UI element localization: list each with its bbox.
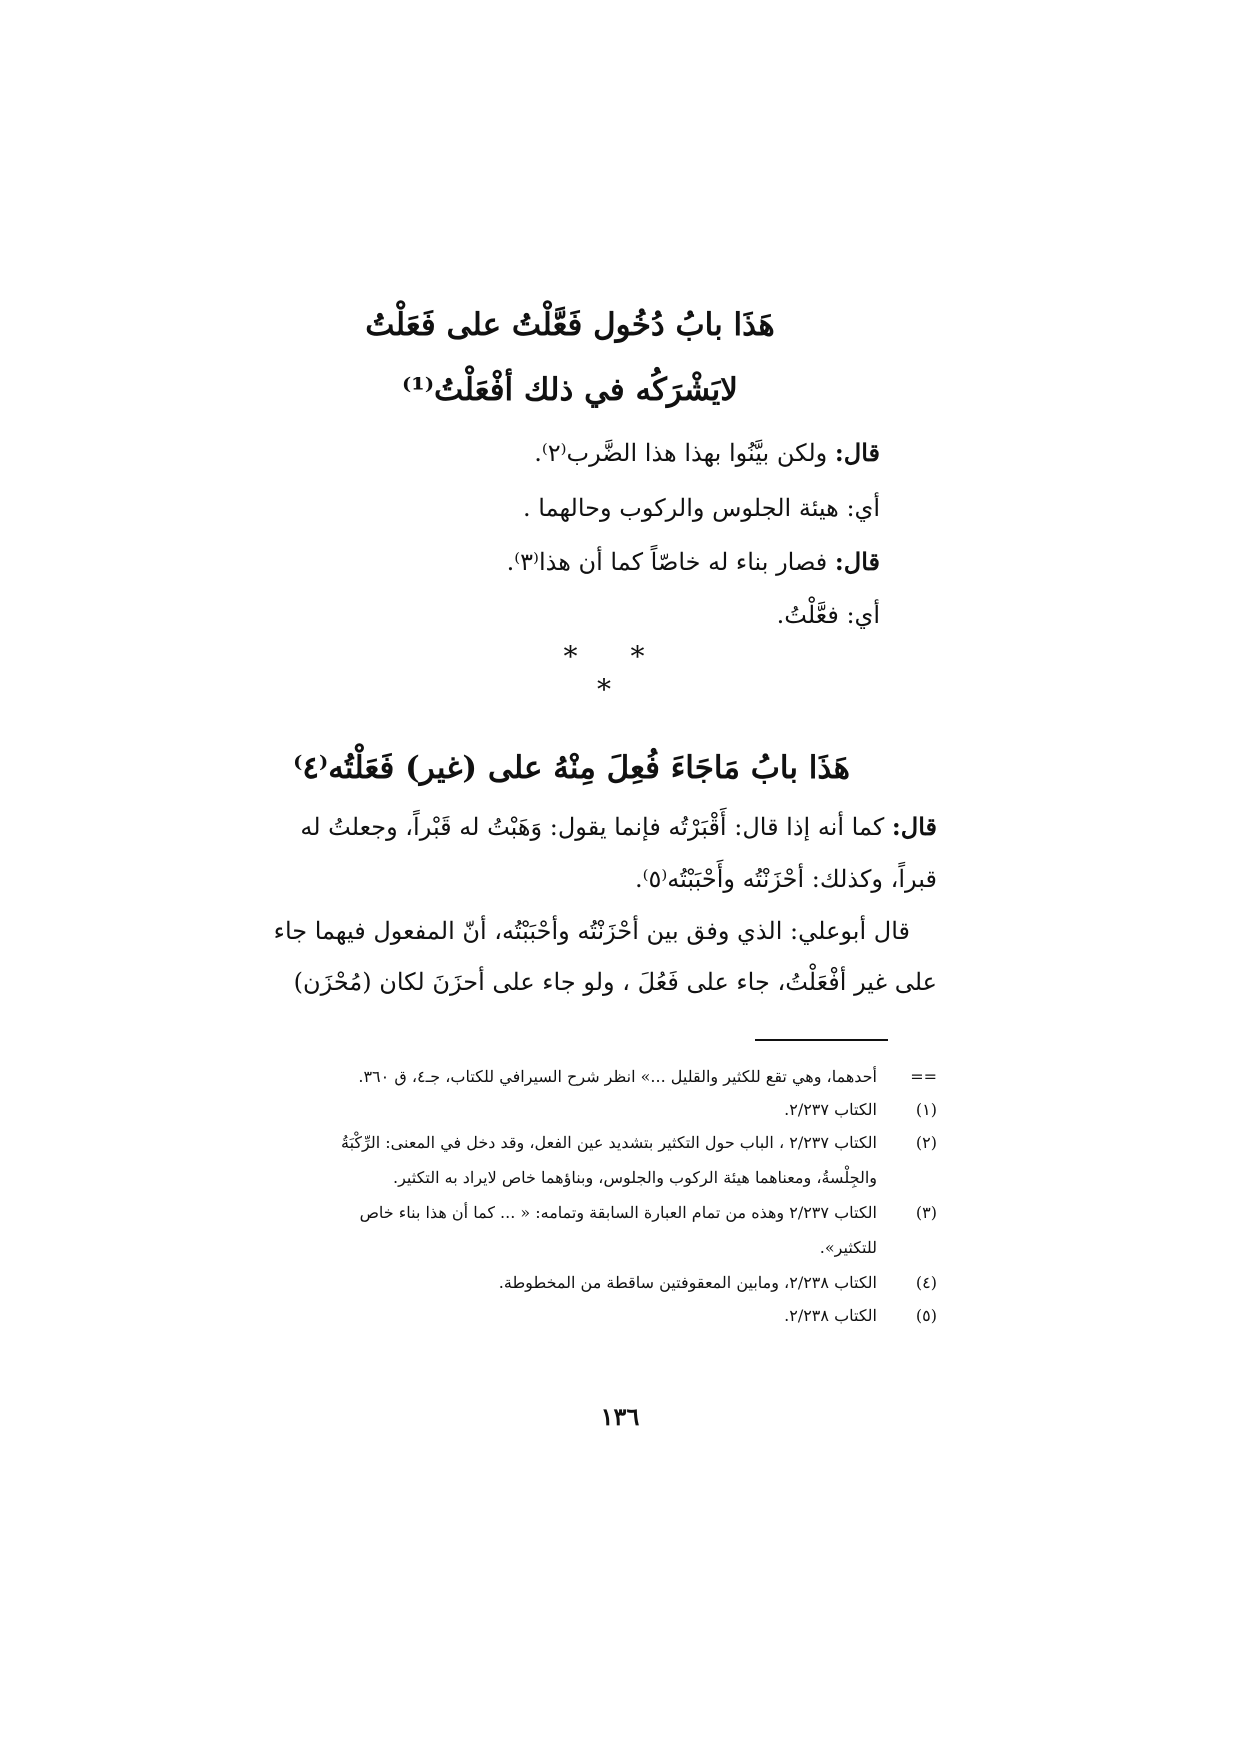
footnote-number: (١): [915, 1100, 937, 1119]
line-text: ولكن بيَّنُوا بهذا هذا الضَّرب⁽٢⁾.: [534, 439, 835, 467]
section1-title-line1: هَذَا بابُ دُخُول فَعَّلْتُ على فَعَلْتُ: [365, 307, 775, 343]
footnote-text: الكتاب ٢/٢٣٧.: [784, 1100, 877, 1119]
line-text: أي: هيئة الجلوس والركوب وحالهما .: [523, 494, 880, 522]
footnote-number: (٣): [915, 1203, 937, 1222]
section2-line-2: قبراً، وكذلك: أحْزَنْتُه وأَحْبَبْتُه⁽٥⁾.: [634, 865, 937, 893]
section1-line-3: [380, 547, 880, 576]
line-text: كما أنه إذا قال: أَقْبَرْتُه فإنما يقول: وَهَبْتُ له قَبْراً، وجعلتُ له: [300, 813, 892, 841]
footnote-3: [237, 1203, 937, 1222]
footnote-number: (٤): [915, 1273, 937, 1292]
footnote-divider: [755, 1039, 888, 1041]
footnote-5: [237, 1306, 937, 1325]
section2-title: هَذَا بابُ مَاجَاءَ فُعِلَ مِنْهُ على (غير) فَعَلْتُه⁽٤⁾: [293, 750, 850, 786]
footnote-2-continuation: والجِلْسةُ، ومعناهما هيئة الركوب والجلوس، وبناؤهما خاص لايراد به التكثير.: [393, 1168, 877, 1187]
page-number: ١٣٦: [600, 1402, 640, 1431]
section-separator: * * *: [563, 640, 667, 706]
footnote-text: الكتاب ٢/٢٣٨، ومابين المعقوفتين ساقطة من المخطوطة.: [498, 1273, 877, 1292]
line-text: فصار بناء له خاصّاً كما أن هذا⁽٣⁾.: [506, 548, 835, 576]
footnote-4: [237, 1273, 937, 1292]
footnote-3-continuation: للتكثير».: [819, 1238, 877, 1257]
footnote-2: [237, 1133, 937, 1152]
section2-line-1: [277, 812, 937, 841]
footnote-number: ==: [910, 1067, 937, 1086]
section2-line-3: قال أبوعلي: الذي وفق بين أحْزَنْتُه وأحْبَبْتُه، أنّ المفعول فيهما جاء: [273, 917, 910, 945]
speaker-label: قال:: [834, 547, 880, 576]
line-text: أي: فعَّلْتُ.: [776, 601, 880, 629]
footnote-text: الكتاب ٢/٢٣٧ وهذه من تمام العبارة السابقة وتمامه: « ... كما أن هذا بناء خاص: [359, 1203, 877, 1222]
footnote-text: الكتاب ٢/٢٣٧ ، الباب حول التكثير بتشديد عين الفعل، وقد دخل في المعنى: الرِّكْبَةُ: [341, 1133, 877, 1152]
footnote-continued: [237, 1067, 937, 1086]
section1-line-1: [380, 438, 880, 467]
section2-line-4: على غير أفْعَلْتُ، جاء على فَعُلَ ، ولو جاء على أحزَنَ لكان (مُحْزَن): [293, 968, 937, 996]
footnote-text: الكتاب ٢/٢٣٨.: [784, 1306, 877, 1325]
section1-title-line2: لايَشْرَكُه في ذلك أفْعَلْتُ⁽¹⁾: [402, 372, 738, 408]
footnote-text: أحدهما، وهي تقع للكثير والقليل ...» انظر شرح السيرافي للكتاب، جـ٤، ق ٣٦٠.: [358, 1067, 877, 1086]
footnote-number: (٥): [915, 1306, 937, 1325]
footnote-1: [237, 1100, 937, 1119]
section1-line-4: [380, 601, 880, 629]
footnote-number: (٢): [915, 1133, 937, 1152]
speaker-label: قال:: [834, 438, 880, 467]
section1-line-2: [380, 494, 880, 522]
speaker-label: قال:: [891, 812, 937, 841]
